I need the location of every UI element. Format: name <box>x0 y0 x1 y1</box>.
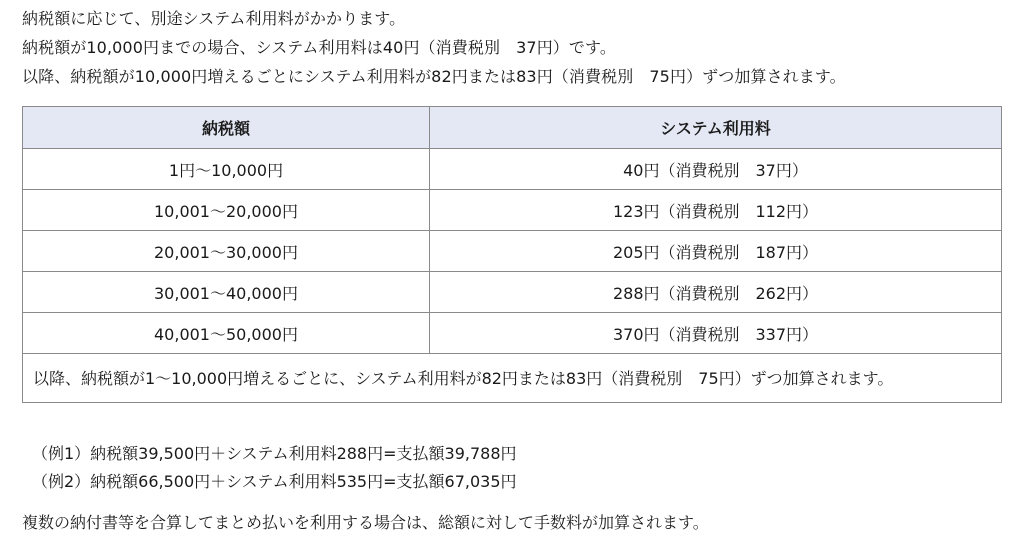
cell-amount: 30,001〜40,000円 <box>23 272 430 313</box>
examples <box>32 440 517 496</box>
footer-note: 複数の納付書等を合算してまとめ払いを利用する場合は、総額に対して手数料が加算されます。 <box>22 513 709 532</box>
example-line: （例1）納税額39,500円＋システム利用料288円=支払額39,788円 <box>32 444 517 463</box>
cell-fee: 40円（消費税別 37円） <box>430 149 1002 190</box>
intro-line: 以降、納税額が10,000円増えるごとにシステム利用料が82円または83円（消費税別 75円）ずつ加算されます。 <box>22 67 846 86</box>
table-row <box>23 190 1002 231</box>
fee-table <box>22 106 1002 403</box>
cell-fee: 370円（消費税別 337円） <box>430 313 1002 354</box>
example-line: （例2）納税額66,500円＋システム利用料535円=支払額67,035円 <box>32 472 517 491</box>
cell-amount: 1円〜10,000円 <box>23 149 430 190</box>
table-note: 以降、納税額が1〜10,000円増えるごとに、システム利用料が82円または83円（消費税別 75円）ずつ加算されます。 <box>23 354 1002 403</box>
table-row <box>23 231 1002 272</box>
intro-line: 納税額が10,000円までの場合、システム利用料は40円（消費税別 37円）です。 <box>22 38 616 57</box>
table-header-row <box>23 107 1002 149</box>
cell-amount: 10,001〜20,000円 <box>23 190 430 231</box>
intro-text <box>22 4 846 91</box>
intro-line: 納税額に応じて、別途システム利用料がかかります。 <box>22 9 406 28</box>
cell-fee: 123円（消費税別 112円） <box>430 190 1002 231</box>
cell-amount: 20,001〜30,000円 <box>23 231 430 272</box>
table-note-row <box>23 354 1002 403</box>
header-system-fee: システム利用料 <box>430 107 1002 149</box>
cell-fee: 205円（消費税別 187円） <box>430 231 1002 272</box>
table-row <box>23 272 1002 313</box>
cell-amount: 40,001〜50,000円 <box>23 313 430 354</box>
table-row <box>23 313 1002 354</box>
cell-fee: 288円（消費税別 262円） <box>430 272 1002 313</box>
header-tax-amount: 納税額 <box>23 107 430 149</box>
table-row <box>23 149 1002 190</box>
